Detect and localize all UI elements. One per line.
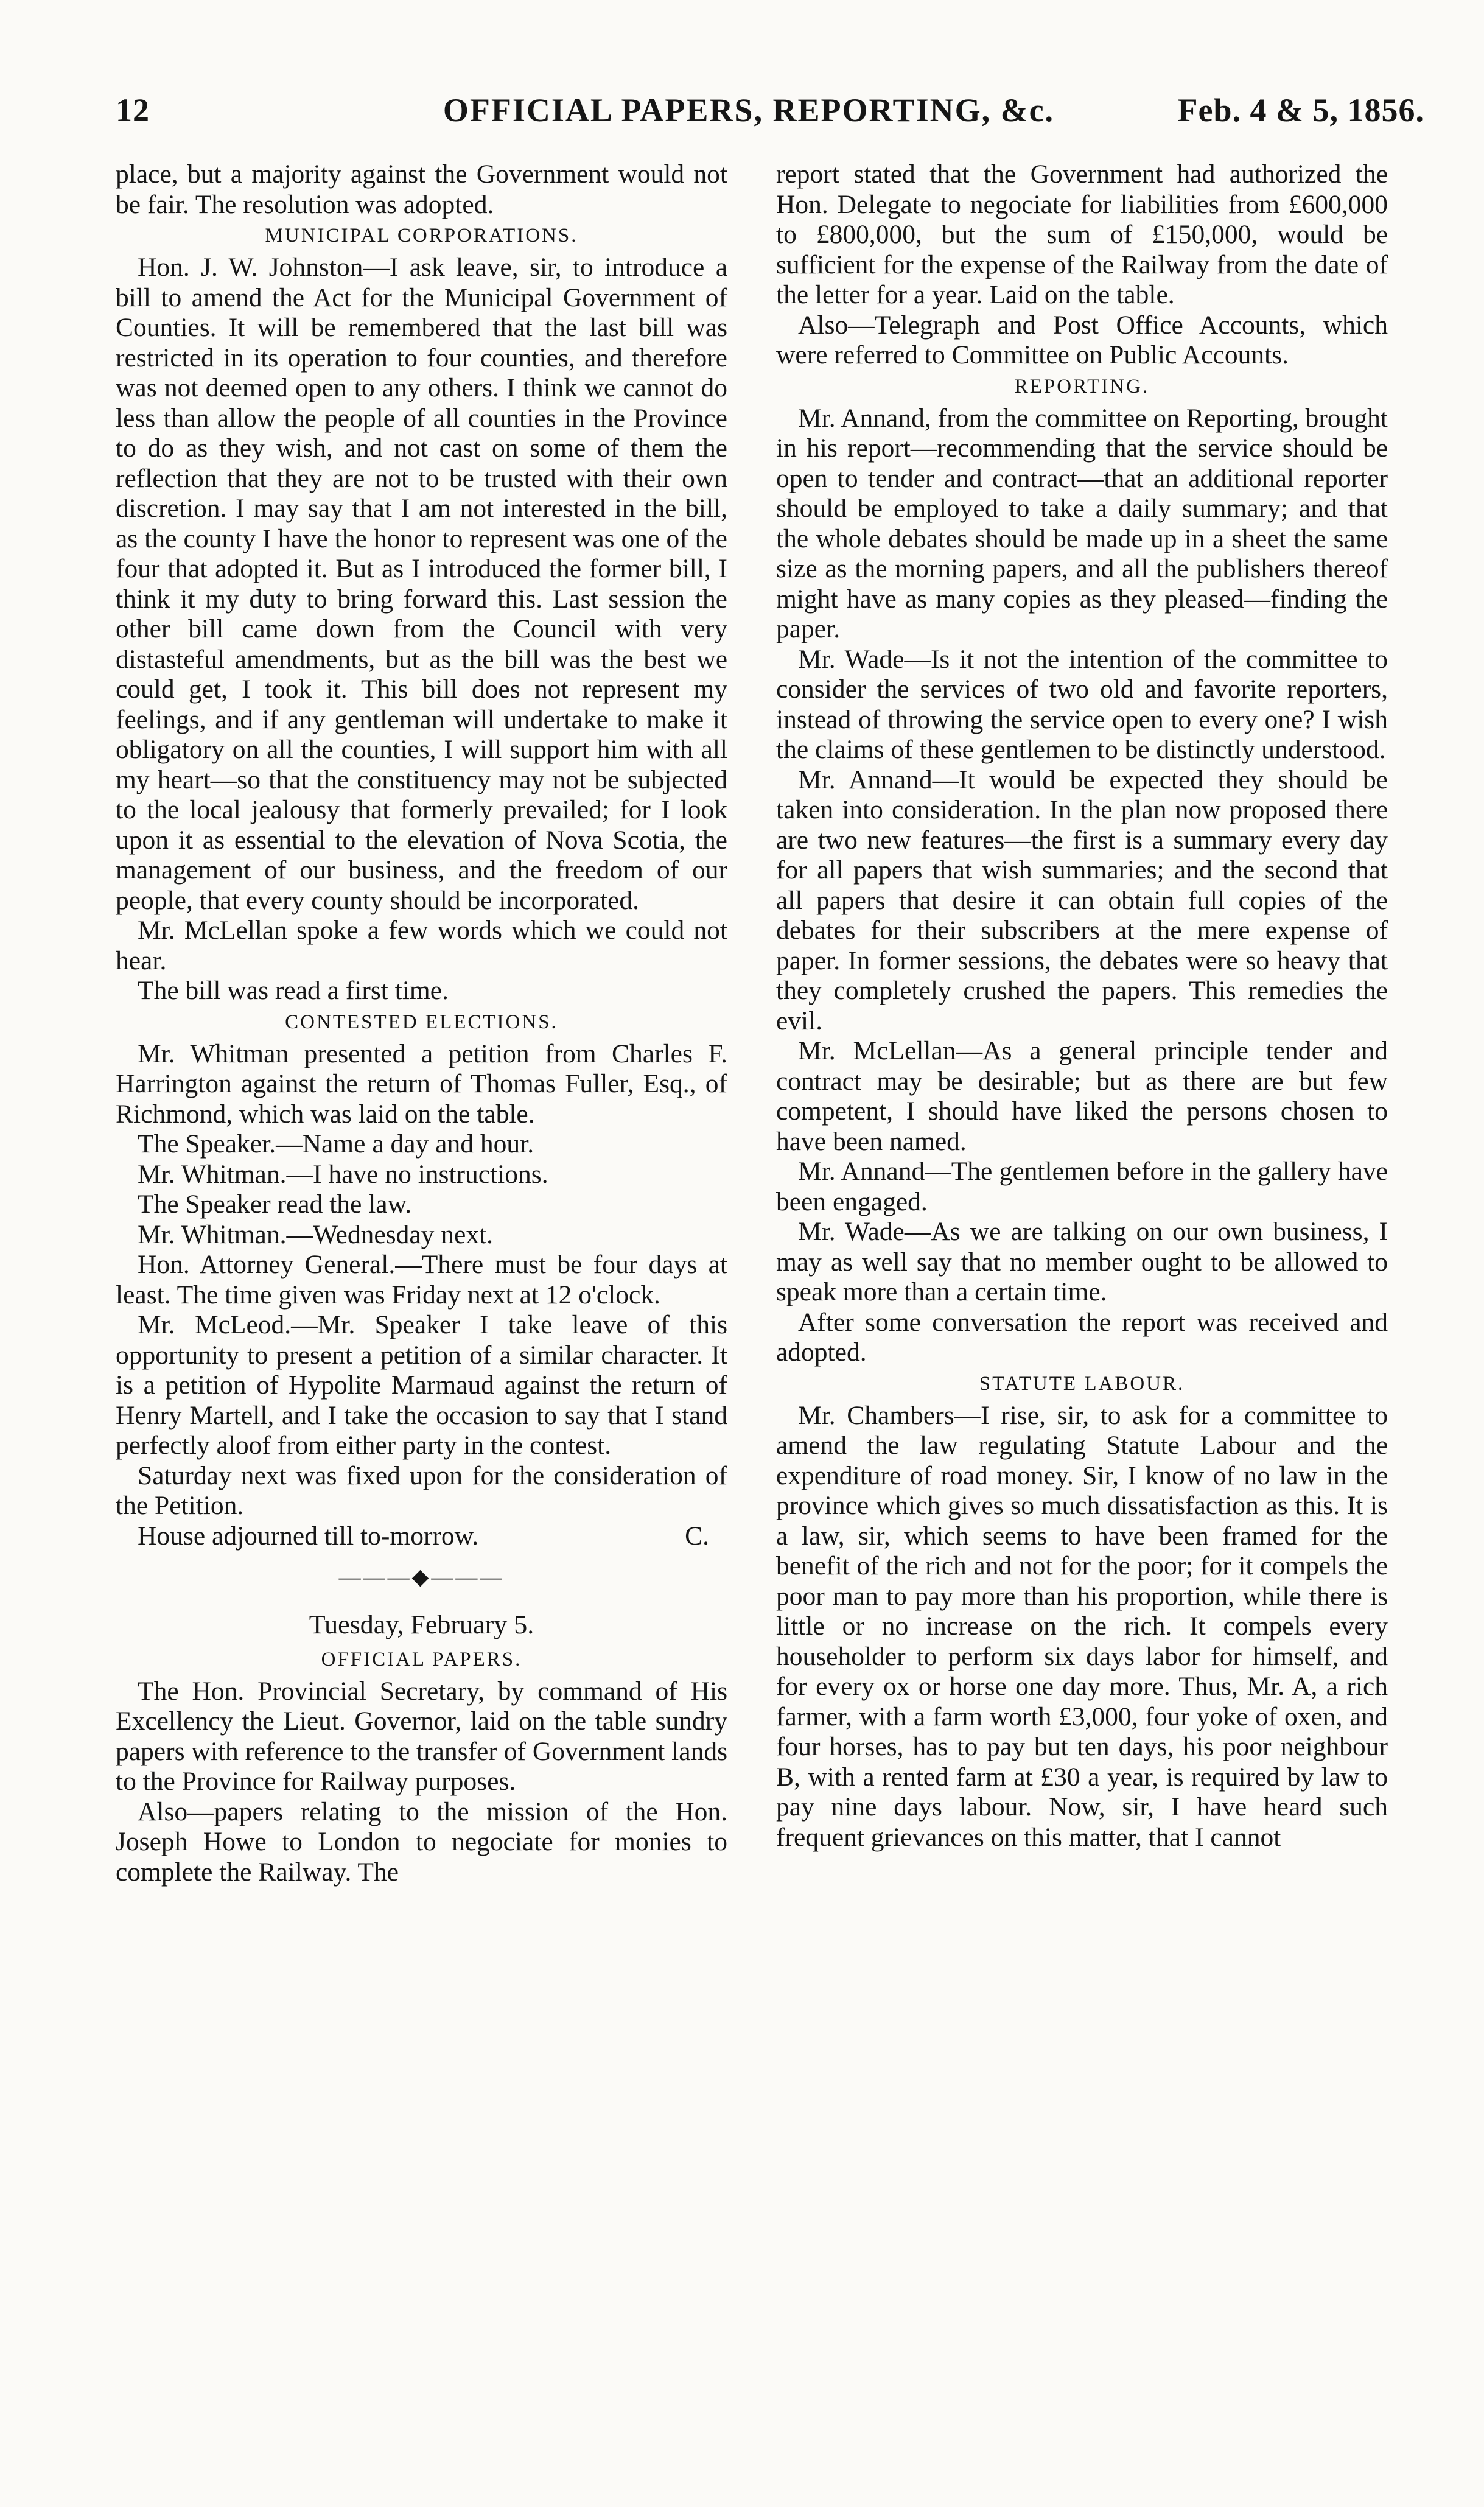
paragraph-text: Mr. Wade—As we are talking on our own business, I may as well say that no member ought to be allowed to speak more than a certain time. bbox=[776, 1217, 1388, 1306]
right-column bbox=[776, 160, 1388, 1853]
paragraph bbox=[116, 1310, 727, 1461]
reporter-signature: C. bbox=[685, 1521, 709, 1551]
paragraph-text: Also—Telegraph and Post Office Accounts, which were referred to Committee on Public Accounts. bbox=[776, 310, 1388, 370]
paragraph bbox=[116, 1190, 727, 1220]
paragraph-text: The Speaker.—Name a day and hour. bbox=[138, 1129, 534, 1159]
section-heading bbox=[116, 1009, 727, 1036]
paragraph bbox=[116, 1250, 727, 1310]
paragraph-text: House adjourned till to-morrow. bbox=[138, 1521, 479, 1551]
paragraph-text: Mr. Whitman presented a petition from Charles F. Harrington against the return of Thomas Fuller, Esq., of Richmond, which was laid on the table. bbox=[116, 1039, 727, 1129]
paragraph bbox=[116, 1797, 727, 1888]
paragraph bbox=[116, 1521, 727, 1552]
paragraph-text: Mr. Annand—The gentlemen before in the gallery have been engaged. bbox=[776, 1157, 1388, 1216]
paragraph bbox=[776, 645, 1388, 765]
paragraph-text: MUNICIPAL CORPORATIONS. bbox=[265, 225, 578, 247]
page-number: 12 bbox=[116, 92, 150, 128]
paragraph bbox=[116, 160, 727, 220]
paragraph-text: The Speaker read the law. bbox=[138, 1190, 412, 1219]
paragraph-text: Mr. McLellan spoke a few words which we could not hear. bbox=[116, 916, 727, 975]
paragraph-text: ———◆——— bbox=[338, 1565, 505, 1589]
paragraph-text: CONTESTED ELECTIONS. bbox=[285, 1011, 558, 1033]
paragraph bbox=[116, 1160, 727, 1190]
sitting-dateline bbox=[116, 1610, 727, 1640]
paragraph-text: OFFICIAL PAPERS. bbox=[321, 1648, 522, 1671]
section-heading bbox=[116, 222, 727, 249]
paragraph-text: Mr. Annand, from the committee on Reporting, brought in his report—recommending that the service should be open to tender and contract—that an additional reporter should be employed to take a daily summary; and that the whole debates should be made up in a sheet the same size as the morning papers, and all the publishers thereof might have as many copies as they pleased—finding the paper. bbox=[776, 403, 1388, 643]
paragraph-text: Also—papers relating to the mission of the Hon. Joseph Howe to London to negociate for monies to complete the Railway. The bbox=[116, 1797, 727, 1887]
paragraph-text: After some conversation the report was received and adopted. bbox=[776, 1307, 1388, 1367]
paragraph-text: Mr. McLeod.—Mr. Speaker I take leave of this opportunity to present a petition of a similar character. It is a petition of Hypolite Marmaud against the return of Henry Martell, and I take the occasion to say that I stand perfectly aloof from either party in the contest. bbox=[116, 1310, 727, 1460]
paragraph bbox=[116, 976, 727, 1006]
paragraph bbox=[776, 1217, 1388, 1308]
paragraph-text: Mr. Annand—It would be expected they should be taken into consideration. In the plan now proposed there are two new features—the first is a summary every day for all papers that wish summaries; and the second that all papers that desire it can obtain full copies of the debates for their subscribers at the mere expense of paper. In former sessions, the debates were so heavy that they completely crushed the papers. This remedies the evil. bbox=[776, 765, 1388, 1036]
paragraph bbox=[776, 1157, 1388, 1217]
paragraph bbox=[776, 1401, 1388, 1853]
paragraph bbox=[776, 765, 1388, 1037]
paragraph bbox=[776, 1036, 1388, 1157]
paragraph bbox=[116, 1461, 727, 1521]
section-heading bbox=[116, 1646, 727, 1673]
paragraph-text: REPORTING. bbox=[1014, 375, 1150, 398]
paragraph-text: The Hon. Provincial Secretary, by command of His Excellency the Lieut. Governor, laid on the table sundry papers with reference to the transfer of Government lands to the Province for Railway purposes. bbox=[116, 1676, 727, 1796]
paragraph-text: Mr. Chambers—I rise, sir, to ask for a committee to amend the law regulating Statute Labour and the expenditure of road money. Sir, I know of no law in the province which gives so much dissatisfaction as this. It is a law, sir, which seems to have been framed for the benefit of the rich and not for the poor; for it compels the poor man to pay more than his proportion, while there is little or no increase on the rich. It compels every householder to perform six days labor for himself, and for every ox or horse one day more. Thus, Mr. A, a rich farmer, with a farm worth £3,000, four yoke of oxen, and four horses, has to pay but ten days, his poor neighbour B, with a rented farm at £30 a year, is required by law to pay nine days labour. Now, sir, I have heard such frequent grievances on this matter, that I cannot bbox=[776, 1400, 1388, 1852]
paragraph-text: Saturday next was fixed upon for the consideration of the Petition. bbox=[116, 1460, 727, 1520]
paragraph bbox=[116, 916, 727, 976]
paragraph-text: The bill was read a first time. bbox=[138, 976, 449, 1005]
paragraph bbox=[776, 160, 1388, 310]
paragraph bbox=[116, 1039, 727, 1130]
paragraph-text: Mr. Wade—Is it not the intention of the committee to consider the services of two old and favorite reporters, instead of throwing the service open to every one? I wish the claims of these gentlemen to be distinctly understood. bbox=[776, 644, 1388, 764]
paragraph-text: Mr. Whitman.—I have no instructions. bbox=[138, 1159, 548, 1189]
paragraph-text: place, but a majority against the Government would not be fair. The resolution was adopted. bbox=[116, 160, 727, 219]
paragraph bbox=[116, 1129, 727, 1160]
paragraph-text: report stated that the Government had authorized the Hon. Delegate to negociate for liabilities from £600,000 to £800,000, but the sum of £150,000, would be sufficient for the expense of the Railway from the date of the letter for a year. Laid on the table. bbox=[776, 160, 1388, 309]
section-heading bbox=[776, 373, 1388, 400]
paragraph-text: STATUTE LABOUR. bbox=[979, 1372, 1185, 1395]
section-heading bbox=[776, 1370, 1388, 1397]
paragraph-text: Tuesday, February 5. bbox=[309, 1610, 534, 1639]
running-title: OFFICIAL PAPERS, REPORTING, &c. bbox=[443, 92, 1055, 128]
paragraph bbox=[116, 253, 727, 916]
paragraph-text: Hon. Attorney General.—There must be four days at least. The time given was Friday next at 12 o'clock. bbox=[116, 1250, 727, 1310]
paragraph-text: Hon. J. W. Johnston—I ask leave, sir, to introduce a bill to amend the Act for the Municipal Government of Counties. It will be remembered that the last bill was restricted in its operation to four counties, and therefore was not deemed open to any others. I think we cannot do less than allow the people of all counties in the Province to do as they wish, and not cast on some of them the reflection that they are not to be trusted with their own discretion. I may say that I am not interested in the bill, as the county I have the honor to represent was one of the four that adopted it. But as I introduced the former bill, I think it my duty to bring forward this. Last session the other bill came down from the Council with very distasteful amendments, but as the bill was the best we could get, I took it. This bill does not represent my feelings, and if any gentleman will undertake to make it obligatory on all the counties, I will support him with all my heart—so that the constituency may not be subjected to the local jealousy that formerly prevailed; for I look upon it as essential to the elevation of Nova Scotia, the management of our business, and the freedom of our people, that every county should be incorporated. bbox=[116, 253, 727, 915]
paragraph bbox=[776, 404, 1388, 645]
paragraph bbox=[116, 1677, 727, 1797]
left-column bbox=[116, 160, 727, 1887]
paragraph-text: Mr. McLellan—As a general principle tender and contract may be desirable; but as there are but few competent, I should have liked the persons chosen to have been named. bbox=[776, 1036, 1388, 1156]
paragraph bbox=[116, 1220, 727, 1250]
running-header bbox=[116, 91, 1424, 140]
issue-date: Feb. 4 & 5, 1856. bbox=[1177, 92, 1424, 128]
section-divider-ornament bbox=[116, 1559, 727, 1595]
paragraph bbox=[776, 310, 1388, 371]
paragraph-text: Mr. Whitman.—Wednesday next. bbox=[138, 1219, 494, 1249]
paragraph bbox=[776, 1308, 1388, 1368]
